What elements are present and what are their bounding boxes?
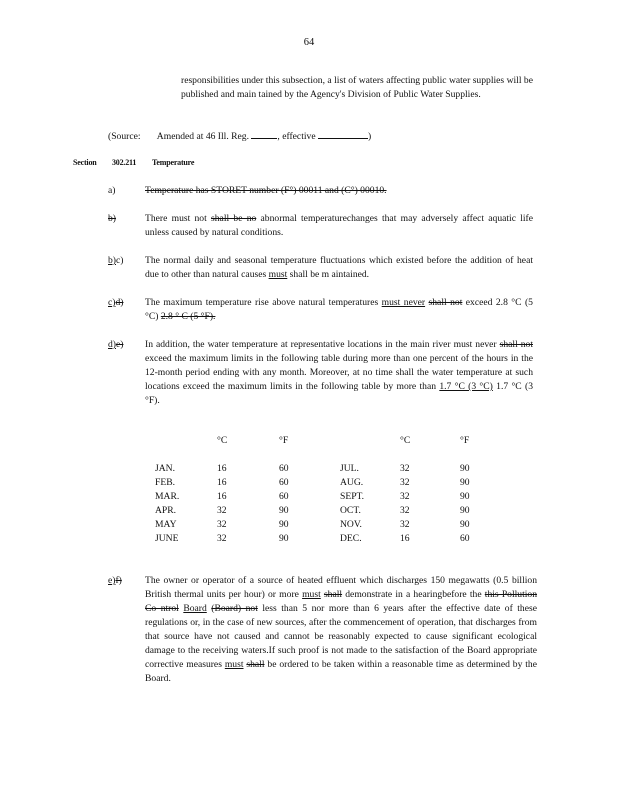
para-f-s4: shall: [246, 659, 265, 670]
table-row: [155, 532, 341, 546]
para-c-t2: shall be m aintained.: [287, 269, 370, 280]
para-f-t8: If such proof is not made to the satisfaction of the Board appropriate corrective measures: [145, 645, 537, 670]
para-f-t10: be ordered to be taken within a reasonable time as determined by the Board.: [145, 659, 537, 684]
f-cell: 90: [460, 491, 470, 502]
unit-c-right: °C: [400, 435, 411, 446]
para-d-t3: exceed 2.8 °C (5 °C): [145, 297, 533, 322]
f-cell: 90: [460, 519, 470, 530]
page-number: 64: [303, 37, 315, 48]
f-cell: 90: [279, 505, 289, 516]
para-e-label-new: d): [108, 339, 116, 350]
c-cell: 32: [400, 463, 410, 474]
para-d-label: [108, 296, 144, 310]
temperature-table-right: [340, 434, 500, 546]
table-row: [340, 490, 500, 504]
unit-f-left: °F: [279, 435, 289, 446]
source-prefix: (Source:: [108, 131, 141, 142]
table-row: [155, 490, 341, 504]
para-d-s2: 2.8 ° C (5 °F).: [160, 311, 216, 322]
para-f-t7: less than 5 nor more than 6 years after the effective date of these regulations or, in the case of new sources, after the commencement of operation, that discharges from that source have not caused and cannot be reasonably expected to cause significant ecological damage to the receiving waters.: [145, 603, 537, 656]
month-cell: JAN.: [155, 463, 175, 474]
month-cell: SEPT.: [340, 491, 365, 502]
para-f-u1: must: [302, 589, 321, 600]
month-cell: MAY: [155, 519, 177, 530]
c-cell: 32: [217, 519, 227, 530]
para-c-label: [108, 254, 144, 268]
month-cell: AUG.: [340, 477, 364, 488]
para-c-label-old: c): [116, 255, 124, 266]
month-cell: FEB.: [155, 477, 175, 488]
para-b-t3: changes that may adversely affect aquatic life unless caused by natural conditions.: [145, 213, 533, 238]
temperature-table-left: [155, 434, 341, 546]
para-f-label-old: f): [115, 575, 122, 586]
c-cell: 16: [217, 491, 227, 502]
para-e-label-old: e): [116, 339, 124, 350]
intro-paragraph: responsibilities under this subsection, a list of waters affecting public water supplies will be published and main tained by the Agency's Division of Public Water Supplies.: [181, 75, 533, 100]
para-f-u2: Board: [183, 603, 207, 614]
table-row: [340, 518, 500, 532]
para-e-s1: shall not: [499, 339, 533, 350]
c-cell: 32: [400, 519, 410, 530]
para-f-u3: must: [224, 659, 244, 670]
para-b-label: [108, 212, 144, 226]
unit-c-left: °C: [217, 435, 228, 446]
f-cell: 90: [460, 477, 470, 488]
table-row: [340, 504, 500, 518]
para-f-s1: shall: [323, 589, 343, 600]
section-word: Section: [73, 158, 97, 167]
f-cell: 60: [279, 491, 289, 502]
source-comma: ,: [277, 131, 280, 142]
para-d-label-old: d): [115, 297, 124, 308]
c-cell: 32: [217, 505, 227, 516]
f-cell: 90: [279, 519, 289, 530]
table-row: [155, 518, 341, 532]
para-f-s2: this Pollution Co ntrol: [145, 589, 538, 614]
para-b-label-struck: b): [108, 213, 116, 224]
c-cell: 32: [400, 491, 410, 502]
para-e-text: [145, 338, 533, 408]
para-a-text: [145, 184, 533, 198]
table-row: [155, 504, 341, 518]
para-f-t1: The owner or operator of a source of heated effluent which discharges 150 megawatts (0.5 billion British thermal units per hour) or more: [145, 575, 537, 600]
para-a-struck: Temperature has STORET number (F°) 00011 and (C°) 00010.: [145, 185, 387, 196]
para-e-t2: at representative locations in the main river must never: [280, 339, 500, 350]
c-cell: 16: [217, 463, 227, 474]
unit-f-right: °F: [460, 435, 470, 446]
para-d-text: [145, 296, 533, 324]
reg-blank: [251, 128, 277, 139]
c-cell: 32: [400, 505, 410, 516]
temperature-table-left-grid: [155, 434, 341, 546]
para-f-text: [145, 574, 537, 686]
source-text: Amended at 46 Ill. Reg.: [156, 131, 249, 142]
para-d-u1: must never: [381, 297, 426, 308]
effective-blank: [318, 128, 368, 139]
temp-table-header-right: [340, 434, 500, 448]
c-cell: 32: [217, 533, 227, 544]
month-cell: JUL.: [340, 463, 359, 474]
para-d-label-new: c): [108, 297, 116, 308]
source-effective: effective: [282, 131, 316, 142]
para-d-s1: shall not: [428, 297, 463, 308]
para-d-t1: The maximum temperature rise above natural temperatures: [145, 297, 382, 308]
temperature-table-right-grid: [340, 434, 500, 546]
month-cell: OCT.: [340, 505, 361, 516]
source-close: ): [368, 131, 372, 142]
month-cell: APR.: [155, 505, 177, 516]
section-title: Temperature: [152, 158, 195, 167]
f-cell: 60: [279, 477, 289, 488]
para-f-s3: (Board) not: [211, 603, 258, 614]
table-row: [155, 462, 341, 476]
f-cell: 90: [460, 463, 470, 474]
month-cell: JUNE: [155, 533, 179, 544]
c-cell: 32: [400, 477, 410, 488]
para-c-text: [145, 254, 533, 282]
para-c-label-new: b): [108, 255, 116, 266]
month-cell: DEC.: [340, 533, 362, 544]
para-f-label-new: e): [108, 575, 116, 586]
table-row: [340, 476, 500, 490]
month-cell: MAR.: [155, 491, 180, 502]
c-cell: 16: [217, 477, 227, 488]
table-row: [340, 532, 500, 546]
para-e-t4: 1.7 °C (3 °F).: [145, 381, 533, 406]
temp-table-header-left: [155, 434, 341, 448]
f-cell: 90: [460, 505, 470, 516]
month-cell: NOV.: [340, 519, 362, 530]
source-note: [108, 128, 528, 144]
f-cell: 60: [279, 463, 289, 474]
para-a-label: a): [108, 185, 116, 196]
para-e-t3: exceed the maximum limits in the following table during more than one percent of the hours in the 12-month period ending with any month. Moreover, at no time shall the water temperature at such locations exceed the maximum limits in the following table by more than: [145, 353, 533, 392]
para-c-u1: must: [268, 269, 288, 280]
c-cell: 16: [400, 533, 410, 544]
para-f-t4: before the: [442, 589, 485, 600]
para-b-t1: There must not: [145, 213, 212, 224]
para-b-s1: shall be no: [211, 213, 257, 224]
f-cell: 90: [279, 533, 289, 544]
para-e-t1: In addition, the water temperature: [145, 339, 278, 350]
para-b-text: [145, 212, 533, 240]
para-c-t1: The normal daily and seasonal temperature fluctuations which existed before the addition of heat due to other than natural causes: [145, 255, 533, 280]
para-e-u1: 1.7 °C (3 °C): [439, 381, 493, 392]
section-number: 302.211: [112, 158, 137, 167]
para-f-label: [108, 574, 144, 588]
table-row: [340, 462, 500, 476]
para-e-label: [108, 338, 144, 352]
f-cell: 60: [460, 533, 470, 544]
para-f-t3: demonstrate in a hearing: [342, 589, 443, 600]
table-row: [155, 476, 341, 490]
para-b-t2: abnormal temperature: [256, 213, 347, 224]
